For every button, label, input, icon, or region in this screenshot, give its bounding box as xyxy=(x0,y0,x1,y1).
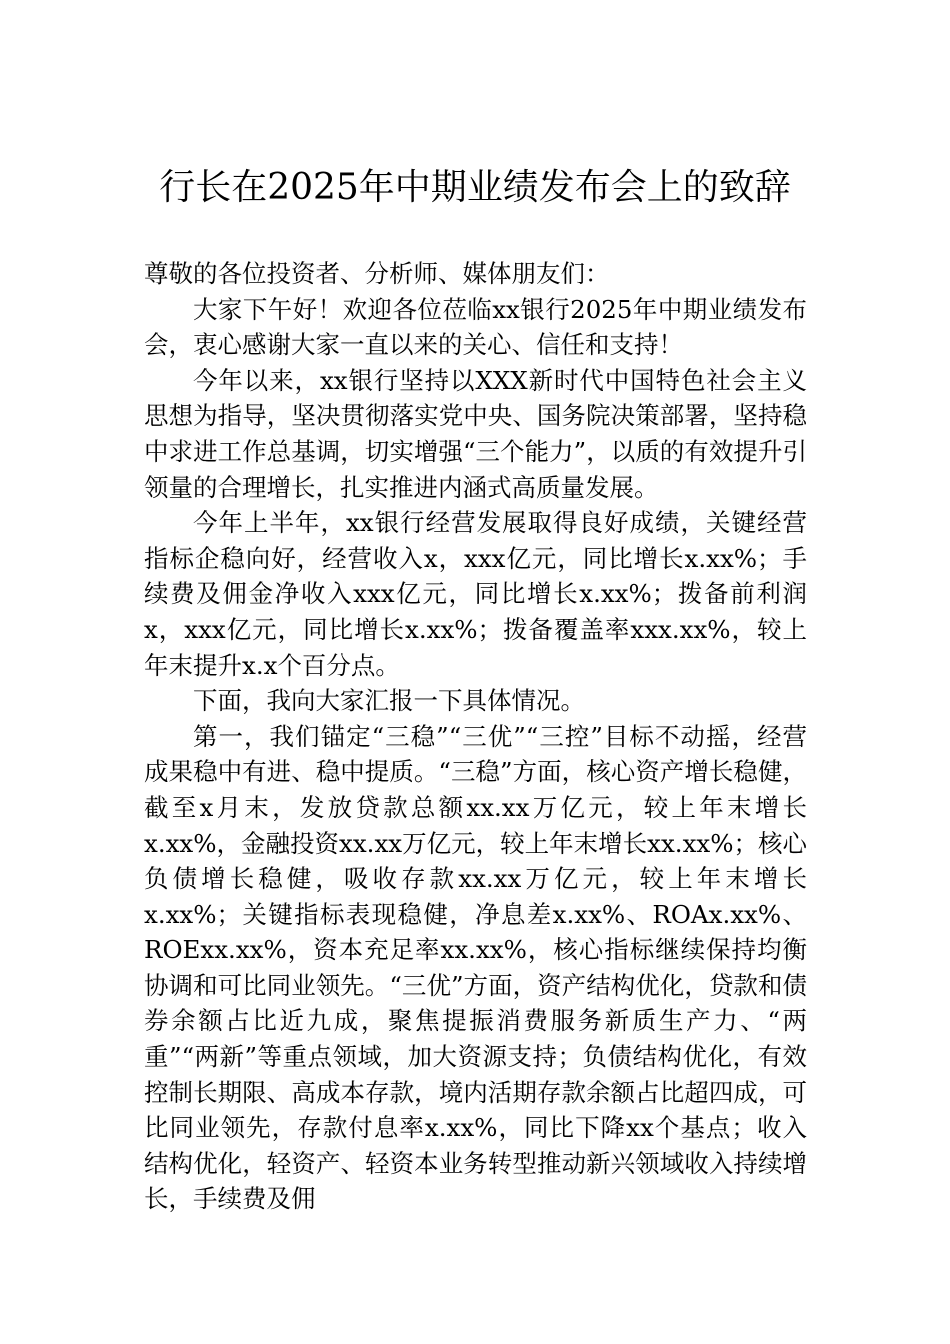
document-title: 行长在2025年中期业绩发布会上的致辞 xyxy=(159,167,791,208)
document-body xyxy=(144,256,807,1217)
salutation: 尊敬的各位投资者、分析师、媒体朋友们： xyxy=(144,259,610,288)
paragraph-welcome: 大家下午好！欢迎各位莅临xx银行2025年中期业绩发布会，衷心感谢大家一直以来的关心、信任和支持！ xyxy=(144,294,807,360)
paragraph-first-point: 第一，我们锚定“三稳”“三优”“三控”目标不动摇，经营成果稳中有进、稳中提质。“三稳”方面，核心资产增长稳健，截至x月末，发放贷款总额xx.xx万亿元，较上年末增长x.xx%，金融投资xx.xx万亿元，较上年末增长xx.xx%；核心负债增长稳健，吸收存款xx.xx万亿元，较上年末增长x.xx%；关键指标表现稳健，净息差x.xx%、ROAx.xx%、ROExx.xx%，资本充足率xx.xx%，核心指标继续保持均衡协调和可比同业领先。“三优”方面，资产结构优化，贷款和债券余额占比近九成，聚焦提振消费服务新质生产力、“两重”“两新”等重点领域，加大资源支持；负债结构优化，有效控制长期限、高成本存款，境内活期存款余额占比超四成，可比同业领先，存款付息率x.xx%，同比下降xx个基点；收入结构优化，轻资产、轻资本业务转型推动新兴领域收入持续增长，手续费及佣 xyxy=(144,721,807,1214)
paragraph-results: 今年上半年，xx银行经营发展取得良好成绩，关键经营指标企稳向好，经营收入x，xxx亿元，同比增长x.xx%；手续费及佣金净收入xxx亿元，同比增长x.xx%；拨备前利润x，xxx亿元，同比增长x.xx%；拨备覆盖率xxx.xx%，较上年末提升x.x个百分点。 xyxy=(144,508,807,680)
paragraph-guidance: 今年以来，xx银行坚持以XXX新时代中国特色社会主义思想为指导，坚决贯彻落实党中央、国务院决策部署，坚持稳中求进工作总基调，切实增强“三个能力”，以质的有效提升引领量的合理增长，扎实推进内涵式高质量发展。 xyxy=(144,365,807,502)
paragraph-transition: 下面，我向大家汇报一下具体情况。 xyxy=(193,686,585,716)
